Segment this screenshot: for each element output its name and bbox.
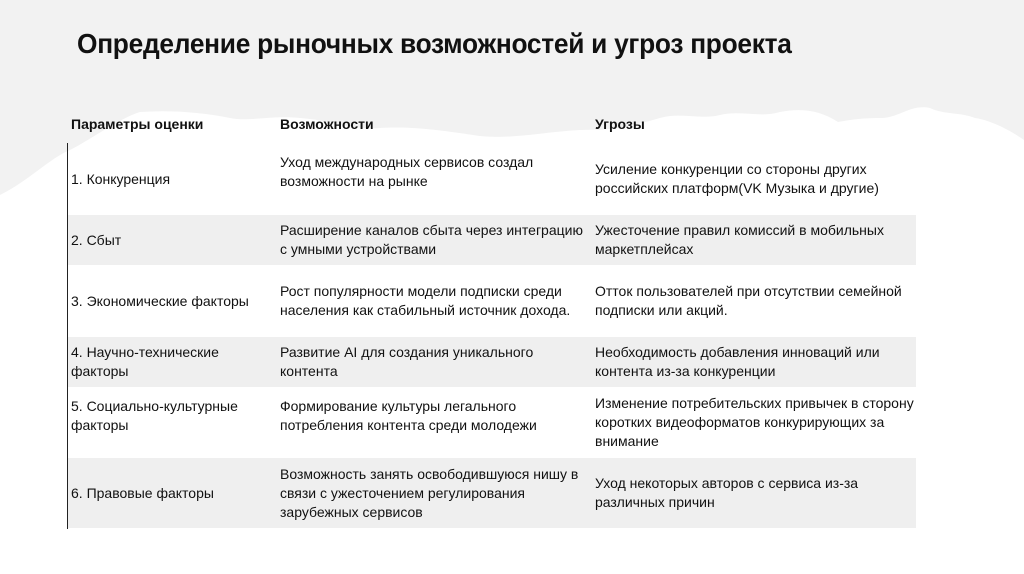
table-row: [68, 458, 916, 528]
table-header-row: [68, 108, 916, 141]
threat-cell: Отток пользователей при отсутствии семейной подписки или акций.: [595, 283, 902, 318]
parameter-cell: 6. Правовые факторы: [71, 484, 214, 501]
threat-cell: Ужесточение правил комиссий в мобильных маркетплейсах: [595, 222, 884, 257]
parameter-cell: 3. Экономические факторы: [71, 292, 249, 309]
opportunity-cell: Расширение каналов сбыта через интеграцию с умными устройствами: [280, 222, 583, 257]
table-row: [68, 387, 916, 458]
table-row: [68, 337, 916, 387]
opportunity-cell: Уход международных сервисов создал возможности на рынке: [280, 154, 534, 189]
header-opportunities: Возможности: [280, 116, 374, 132]
opportunity-cell: Развитие AI для создания уникального контента: [280, 344, 534, 379]
parameter-cell: 2. Сбыт: [71, 231, 122, 248]
table-row: [68, 143, 916, 215]
slide-title: Определение рыночных возможностей и угроз проекта: [77, 28, 792, 59]
parameter-cell: 4. Научно-технические факторы: [71, 344, 219, 379]
threat-cell: Изменение потребительских привычек в сторону коротких видеоформатов конкурирующих за внимание: [595, 395, 914, 449]
threat-cell: Необходимость добавления инноваций или контента из-за конкуренции: [595, 344, 880, 379]
header-threats: Угрозы: [595, 116, 645, 132]
opportunity-cell: Рост популярности модели подписки среди населения как стабильный источник дохода.: [280, 283, 571, 318]
parameter-cell: 1. Конкуренция: [71, 170, 171, 187]
table-row: [68, 265, 916, 337]
threat-cell: Уход некоторых авторов с сервиса из-за различных причин: [595, 475, 859, 510]
opportunity-cell: Формирование культуры легального потребления контента среди молодежи: [280, 397, 537, 433]
opportunity-cell: Возможность занять освободившуюся нишу в связи с ужесточением регулирования зарубежных сервисов: [280, 465, 579, 520]
parameter-cell: 5. Социально-культурные факторы: [71, 397, 238, 433]
opportunities-threats-table: [68, 108, 916, 528]
table-row: [68, 215, 916, 265]
threat-cell: Усиление конкуренции со стороны других российских платформ(VK Музыка и другие): [595, 161, 879, 196]
header-parameters: Параметры оценки: [71, 116, 204, 132]
